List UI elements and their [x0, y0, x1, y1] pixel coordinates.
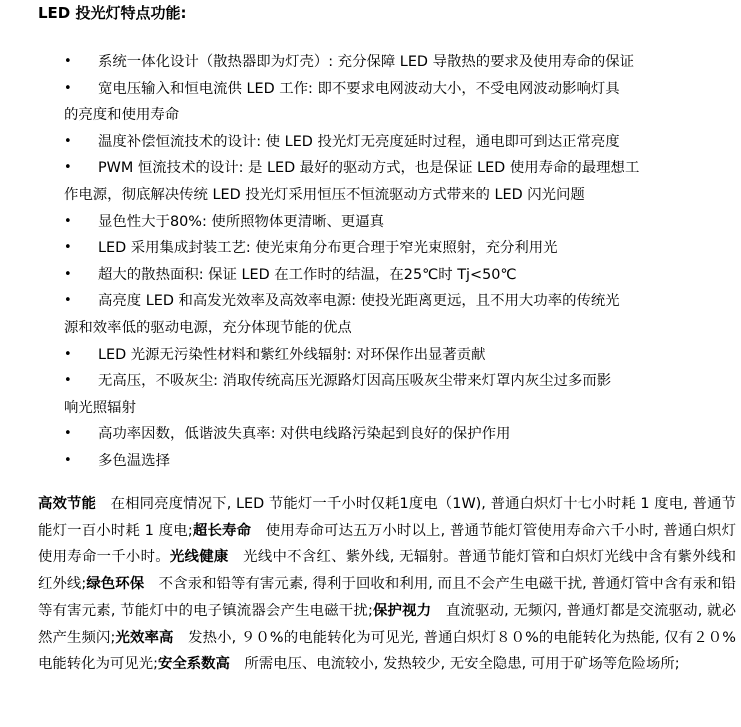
list-item-text: 无高压，不吸灰尘: 消取传统高压光源路灯因高压吸灰尘带来灯罩内灰尘过多而影 [98, 373, 612, 390]
keyword-eco-friendly: 绿色环保 [86, 576, 145, 593]
list-item [64, 235, 734, 262]
paragraph-text: 不含汞和铅等有害元素, 得利于回收和利用, 而且不会产生电磁干扰, 普通灯管中含有汞和铅等有害元素, 节能灯中的电子镇流器会产生电磁干扰; [38, 576, 736, 619]
section-title: LED 投光灯特点功能: [38, 4, 187, 22]
list-item-continuation: 的亮度和使用寿命 [64, 107, 180, 124]
list-item-text: 温度补偿恒流技术的设计: 使 LED 投光灯无亮度延时过程，通电即可到达正常亮度 [98, 133, 620, 150]
keyword-long-life: 超长寿命 [192, 522, 252, 539]
keyword-eye-protection: 保护视力 [372, 602, 432, 619]
list-item-continuation: 响光照辐射 [64, 399, 136, 416]
list-item-text: LED 采用集成封装工艺: 使光束角分布更合理于窄光束照射，充分利用光 [98, 240, 558, 257]
paragraph-text: 使用寿命可达五万小时以上, 普通节能灯管使用寿命六千小时, 普通白炽灯使用寿命一千小时。 [38, 522, 736, 566]
paragraph-text: 直流驱动, 无频闪, 普通灯都是交流驱动, 就必然产生频闪; [38, 602, 736, 646]
list-item-text: 超大的散热面积: 保证 LED 在工作时的结温，在25℃时 Tj<50℃ [98, 266, 517, 283]
list-item [64, 342, 734, 369]
list-item-text: LED 光源无污染性材料和紫红外线辐射: 对环保作出显著贡献 [98, 346, 486, 363]
list-item [64, 209, 734, 236]
paragraph-text: 光线中不含红、紫外线, 无辐射。普通节能灯管和白炽灯光线中含有紫外线和红外线; [38, 549, 736, 593]
keyword-high-efficiency: 光效率高 [115, 629, 174, 646]
list-item-text: 高亮度 LED 和高发光效率及高效率电源: 使投光距离更远，且不用大功率的传统光 [98, 293, 620, 310]
list-item-text: PWM 恒流技术的设计: 是 LED 最好的驱动方式，也是保证 LED 使用寿命的最理想工 [98, 160, 640, 177]
list-item [64, 421, 734, 448]
list-item-text: 高功率因数，低谐波失真率: 对供电线路污染起到良好的保护作用 [98, 426, 511, 443]
list-item [64, 368, 734, 421]
paragraph-text: 发热小, ９０%的电能转化为可见光, 普通白炽灯８０%的电能转化为热能, 仅有２０%电能转化为可见光; [38, 629, 736, 673]
list-item [64, 76, 734, 129]
list-item-text: 宽电压输入和恒电流供 LED 工作: 即不要求电网波动大小，不受电网波动影响灯具 [98, 80, 620, 97]
list-item [64, 155, 734, 208]
list-item [64, 262, 734, 289]
list-item-continuation: 源和效率低的驱动电源，充分体现节能的优点 [64, 319, 352, 336]
list-item [64, 288, 734, 341]
list-item-text: 多色温选择 [98, 452, 170, 469]
keyword-healthy-light: 光线健康 [169, 549, 229, 566]
feature-list [64, 49, 734, 475]
list-item-text: 系统一体化设计（散热器即为灯壳）: 充分保障 LED 导散热的要求及使用寿命的保证 [98, 54, 635, 70]
keyword-high-safety: 安全系数高 [157, 656, 230, 673]
list-item-continuation: 作电源，彻底解决传统 LED 投光灯采用恒压不恒流驱动方式带来的 LED 闪光问题 [64, 186, 585, 203]
paragraph-text: 在相同亮度情况下, LED 节能灯一千小时仅耗1度电（1W), 普通白炽灯十七小时耗 1 度电, 普通节能灯一百小时耗 1 度电; [38, 496, 736, 539]
list-item [64, 129, 734, 156]
list-item [64, 448, 734, 475]
paragraph-text: 所需电压、电流较小, 发热较少, 无安全隐患, 可用于矿场等危险场所; [229, 656, 680, 673]
keyword-energy-saving: 高效节能 [38, 496, 97, 512]
list-item-text: 显色性大于80%: 使所照物体更清晰、更逼真 [98, 213, 385, 230]
list-item [64, 49, 734, 76]
benefits-paragraph [38, 491, 736, 678]
